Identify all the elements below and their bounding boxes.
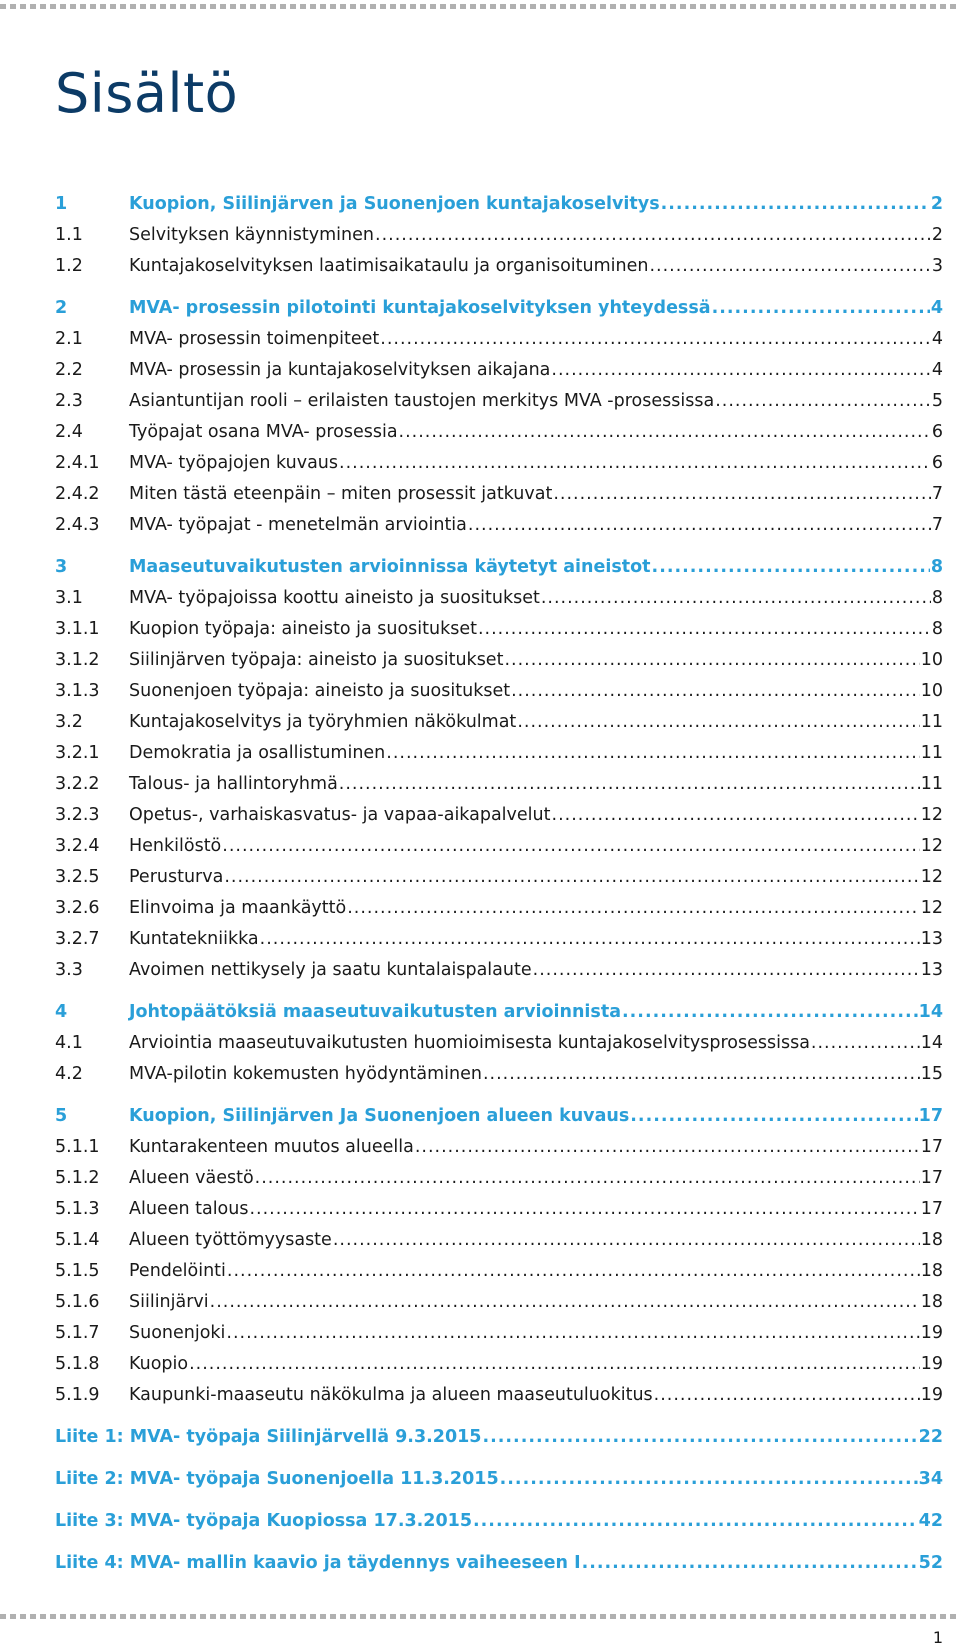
toc-entry-label: MVA-pilotin kokemusten hyödyntäminen — [129, 1064, 482, 1084]
dot-leader — [811, 1033, 920, 1053]
toc-entry-page: 11 — [920, 743, 943, 763]
dot-leader — [415, 1137, 920, 1157]
dot-leader — [347, 898, 920, 918]
toc-entry-label: Työpajat osana MVA- prosessia — [129, 422, 398, 442]
toc-entry-number: 4.1 — [55, 1033, 83, 1053]
toc-entry-page: 8 — [931, 619, 943, 639]
toc-entry-page: 17 — [918, 1106, 943, 1126]
toc-entry-label: MVA- työpajojen kuvaus — [129, 453, 339, 473]
toc-entry-page: 12 — [920, 898, 943, 918]
toc-entry-label: Johtopäätöksiä maaseutuvaikutusten arvioinnista — [129, 1002, 621, 1022]
toc-entry-label: Kuopion, Siilinjärven ja Suonenjoen kuntajakoselvitys — [129, 194, 660, 214]
toc-entry-number: 3.2.3 — [55, 805, 100, 825]
dot-leader — [399, 422, 931, 442]
toc-entry[interactable] — [55, 1354, 943, 1385]
toc-entry-label: MVA- työpajat - menetelmän arviointia — [129, 515, 467, 535]
toc-entry-number: 1.2 — [55, 256, 83, 276]
toc-entry-label: Kuntajakoselvitys ja työryhmien näkökulmat — [129, 712, 517, 732]
toc-entry-label: Siilinjärvi — [129, 1292, 209, 1312]
toc-entry-label: Henkilöstö — [129, 836, 222, 856]
toc-entry-page: 8 — [931, 588, 943, 608]
dot-leader — [622, 1002, 918, 1022]
toc-entry-number: 3.2.4 — [55, 836, 100, 856]
toc-entry-label: Kuopion työpaja: aineisto ja suositukset — [129, 619, 477, 639]
toc-entry[interactable] — [55, 329, 943, 360]
toc-entry-number: 5.1.7 — [55, 1323, 100, 1343]
toc-entry-label: Liite 4: MVA- mallin kaavio ja täydennys vaiheeseen I — [55, 1553, 581, 1573]
toc-entry-page: 18 — [920, 1261, 943, 1281]
toc-entry-number: 3.2.6 — [55, 898, 100, 918]
toc-entry-number: 5.1.8 — [55, 1354, 100, 1374]
toc-entry[interactable] — [55, 1553, 943, 1584]
toc-entry-label: Demokratia ja osallistuminen — [129, 743, 386, 763]
dot-leader — [712, 298, 930, 318]
toc-entry-number: 2.1 — [55, 329, 83, 349]
toc-entry[interactable] — [55, 867, 943, 898]
toc-entry-label: Selvityksen käynnistyminen — [129, 225, 374, 245]
toc-entry[interactable] — [55, 360, 943, 391]
toc-entry-number: 2.4.3 — [55, 515, 100, 535]
toc-entry-page: 19 — [920, 1323, 943, 1343]
toc-entry-page: 18 — [920, 1292, 943, 1312]
toc-entry-number: 3.1.3 — [55, 681, 100, 701]
toc-entry[interactable] — [55, 1064, 943, 1095]
toc-entry[interactable] — [55, 805, 943, 836]
toc-entry-page: 17 — [920, 1199, 943, 1219]
toc-entry-number: 5.1.9 — [55, 1385, 100, 1405]
toc-entry-page: 15 — [920, 1064, 943, 1084]
toc-entry[interactable] — [55, 225, 943, 256]
toc-entry-page: 52 — [918, 1553, 943, 1573]
toc-entry-label: Liite 3: MVA- työpaja Kuopiossa 17.3.2015 — [55, 1511, 472, 1531]
toc-entry[interactable] — [55, 1033, 943, 1064]
dot-leader — [511, 681, 920, 701]
toc-entry-label: MVA- prosessin pilotointi kuntajakoselvityksen yhteydessä — [129, 298, 711, 318]
toc-entry-page: 4 — [930, 298, 943, 318]
toc-entry-page: 12 — [920, 867, 943, 887]
toc-entry-page: 14 — [920, 1033, 943, 1053]
toc-entry-label: MVA- prosessin ja kuntajakoselvityksen aikajana — [129, 360, 551, 380]
dot-leader — [551, 360, 930, 380]
dot-leader — [715, 391, 931, 411]
toc-entry-number: 2.3 — [55, 391, 83, 411]
toc-entry-label: Kuopion, Siilinjärven Ja Suonenjoen alueen kuvaus — [129, 1106, 630, 1126]
toc-entry[interactable] — [55, 588, 943, 619]
dot-leader — [222, 836, 919, 856]
toc-entry-page: 17 — [920, 1137, 943, 1157]
dot-leader — [386, 743, 919, 763]
toc-entry-number: 3 — [55, 557, 68, 577]
toc-entry-number: 3.2.5 — [55, 867, 100, 887]
dot-leader — [630, 1106, 917, 1126]
toc-entry-number: 2.4.2 — [55, 484, 100, 504]
toc-entry-page: 4 — [931, 360, 943, 380]
toc-entry-number: 5.1.5 — [55, 1261, 100, 1281]
toc-entry[interactable] — [55, 422, 943, 453]
toc-entry-page: 14 — [918, 1002, 943, 1022]
toc-entry-number: 3.2 — [55, 712, 83, 732]
toc-entry[interactable] — [55, 774, 943, 805]
dot-leader — [482, 1427, 917, 1447]
toc-entry-page: 10 — [920, 650, 943, 670]
dot-leader — [333, 1230, 920, 1250]
toc-entry-page: 13 — [920, 929, 943, 949]
toc-entry-page: 11 — [920, 712, 943, 732]
toc-entry[interactable] — [55, 1137, 943, 1168]
toc-entry-label: MVA- työpajoissa koottu aineisto ja suositukset — [129, 588, 540, 608]
toc-entry-label: Alueen väestö — [129, 1168, 254, 1188]
toc-entry-number: 5 — [55, 1106, 68, 1126]
toc-entry[interactable] — [55, 1199, 943, 1230]
toc-entry[interactable] — [55, 681, 943, 712]
toc-entry-page: 5 — [931, 391, 943, 411]
toc-entry-page: 13 — [920, 960, 943, 980]
dot-leader — [654, 1385, 920, 1405]
toc-entry[interactable] — [55, 256, 943, 287]
dot-leader — [339, 774, 920, 794]
toc-entry-label: Perusturva — [129, 867, 224, 887]
toc-entry[interactable] — [55, 1385, 943, 1416]
toc-entry[interactable] — [55, 1511, 943, 1542]
toc-entry-number: 3.1 — [55, 588, 83, 608]
toc-entry-number: 2.4 — [55, 422, 83, 442]
top-dotted-rule — [0, 4, 960, 9]
dot-leader — [468, 515, 931, 535]
toc-entry-number: 3.2.1 — [55, 743, 100, 763]
toc-entry-label: Suonenjoki — [129, 1323, 226, 1343]
toc-entry-number: 3.3 — [55, 960, 83, 980]
toc-entry[interactable] — [55, 1427, 943, 1458]
toc-entry[interactable] — [55, 557, 943, 588]
dot-leader — [552, 805, 920, 825]
page-title: Sisältö — [55, 62, 239, 125]
toc-entry-page: 17 — [920, 1168, 943, 1188]
dot-leader — [478, 619, 931, 639]
toc-entry[interactable] — [55, 1230, 943, 1261]
toc-entry-label: Arviointia maaseutuvaikutusten huomioimisesta kuntajakoselvitysprosessissa — [129, 1033, 810, 1053]
dot-leader — [652, 557, 930, 577]
toc-entry-label: Liite 2: MVA- työpaja Suonenjoella 11.3.2015 — [55, 1469, 499, 1489]
toc-entry-page: 11 — [920, 774, 943, 794]
toc-entry[interactable] — [55, 1261, 943, 1292]
toc-entry[interactable] — [55, 298, 943, 329]
toc-entry-page: 2 — [930, 194, 943, 214]
dot-leader — [661, 194, 930, 214]
toc-entry[interactable] — [55, 515, 943, 546]
toc-entry-number: 3.1.1 — [55, 619, 100, 639]
toc-entry-label: Alueen talous — [129, 1199, 249, 1219]
dot-leader — [227, 1261, 920, 1281]
dot-leader — [375, 225, 931, 245]
table-of-contents — [55, 194, 943, 1584]
toc-entry-number: 5.1.1 — [55, 1137, 100, 1157]
dot-leader — [226, 1323, 919, 1343]
dot-leader — [339, 453, 931, 473]
toc-entry-page: 12 — [920, 805, 943, 825]
toc-entry-page: 42 — [918, 1511, 943, 1531]
dot-leader — [500, 1469, 918, 1489]
toc-entry[interactable] — [55, 1168, 943, 1199]
toc-entry-page: 6 — [931, 453, 943, 473]
toc-entry-label: Talous- ja hallintoryhmä — [129, 774, 338, 794]
toc-entry-label: Kuntajakoselvityksen laatimisaikataulu ja organisoituminen — [129, 256, 649, 276]
toc-entry-label: Kuntatekniikka — [129, 929, 259, 949]
toc-entry[interactable] — [55, 1292, 943, 1323]
toc-entry-number: 5.1.6 — [55, 1292, 100, 1312]
dot-leader — [473, 1511, 918, 1531]
toc-entry[interactable] — [55, 1323, 943, 1354]
toc-entry-label: Kuntarakenteen muutos alueella — [129, 1137, 414, 1157]
toc-entry[interactable] — [55, 484, 943, 515]
toc-entry[interactable] — [55, 194, 943, 225]
dot-leader — [255, 1168, 920, 1188]
toc-entry[interactable] — [55, 743, 943, 774]
toc-entry-page: 6 — [931, 422, 943, 442]
toc-entry-page: 2 — [931, 225, 943, 245]
toc-entry-number: 2 — [55, 298, 68, 318]
toc-entry-number: 4 — [55, 1002, 68, 1022]
toc-entry-number: 4.2 — [55, 1064, 83, 1084]
toc-entry-page: 8 — [930, 557, 943, 577]
page-number: 1 — [932, 1628, 943, 1647]
toc-entry-number: 5.1.3 — [55, 1199, 100, 1219]
toc-entry[interactable] — [55, 1106, 943, 1137]
toc-entry-number: 2.2 — [55, 360, 83, 380]
toc-entry[interactable] — [55, 836, 943, 867]
toc-entry-page: 3 — [931, 256, 943, 276]
dot-leader — [249, 1199, 919, 1219]
dot-leader — [533, 960, 920, 980]
toc-entry-label: Opetus-, varhaiskasvatus- ja vapaa-aikapalvelut — [129, 805, 551, 825]
toc-entry-number: 1 — [55, 194, 68, 214]
dot-leader — [224, 867, 919, 887]
toc-entry-page: 22 — [918, 1427, 943, 1447]
toc-entry-label: Miten tästä eteenpäin – miten prosessit jatkuvat — [129, 484, 553, 504]
toc-entry[interactable] — [55, 391, 943, 422]
toc-entry[interactable] — [55, 453, 943, 484]
dot-leader — [553, 484, 931, 504]
toc-entry-number: 5.1.4 — [55, 1230, 100, 1250]
toc-entry-label: Liite 1: MVA- työpaja Siilinjärvellä 9.3.2015 — [55, 1427, 482, 1447]
toc-entry-number: 2.4.1 — [55, 453, 100, 473]
dot-leader — [541, 588, 931, 608]
toc-entry-number: 3.2.7 — [55, 929, 100, 949]
toc-entry-page: 34 — [918, 1469, 943, 1489]
toc-entry[interactable] — [55, 619, 943, 650]
toc-entry-label: MVA- prosessin toimenpiteet — [129, 329, 380, 349]
toc-entry-label: Siilinjärven työpaja: aineisto ja suositukset — [129, 650, 504, 670]
toc-entry-page: 4 — [931, 329, 943, 349]
toc-entry-page: 19 — [920, 1354, 943, 1374]
toc-entry-label: Maaseutuvaikutusten arvioinnissa käytetyt aineistot — [129, 557, 651, 577]
dot-leader — [260, 929, 920, 949]
toc-entry[interactable] — [55, 960, 943, 991]
dot-leader — [380, 329, 931, 349]
toc-entry[interactable] — [55, 650, 943, 681]
toc-entry[interactable] — [55, 1469, 943, 1500]
toc-entry-label: Pendelöinti — [129, 1261, 226, 1281]
toc-entry-label: Kuopio — [129, 1354, 189, 1374]
toc-entry-number: 1.1 — [55, 225, 83, 245]
toc-entry-label: Avoimen nettikysely ja saatu kuntalaispalaute — [129, 960, 532, 980]
bottom-dotted-rule — [0, 1614, 960, 1619]
dot-leader — [483, 1064, 920, 1084]
toc-entry-label: Kaupunki-maaseutu näkökulma ja alueen maaseutuluokitus — [129, 1385, 653, 1405]
toc-entry-label: Elinvoima ja maankäyttö — [129, 898, 347, 918]
toc-entry[interactable] — [55, 1002, 943, 1033]
toc-entry-number: 3.1.2 — [55, 650, 100, 670]
toc-entry-number: 5.1.2 — [55, 1168, 100, 1188]
dot-leader — [582, 1553, 918, 1573]
toc-entry-page: 7 — [931, 515, 943, 535]
dot-leader — [649, 256, 930, 276]
toc-entry-page: 7 — [931, 484, 943, 504]
dot-leader — [189, 1354, 920, 1374]
toc-entry-number: 3.2.2 — [55, 774, 100, 794]
dot-leader — [517, 712, 919, 732]
toc-entry-page: 18 — [920, 1230, 943, 1250]
toc-entry[interactable] — [55, 712, 943, 743]
toc-entry[interactable] — [55, 898, 943, 929]
dot-leader — [504, 650, 919, 670]
dot-leader — [210, 1292, 920, 1312]
toc-entry-page: 12 — [920, 836, 943, 856]
toc-entry-label: Asiantuntijan rooli – erilaisten taustojen merkitys MVA -prosessissa — [129, 391, 715, 411]
toc-entry-page: 10 — [920, 681, 943, 701]
toc-entry-page: 19 — [920, 1385, 943, 1405]
toc-entry[interactable] — [55, 929, 943, 960]
toc-entry-label: Alueen työttömyysaste — [129, 1230, 332, 1250]
toc-entry-label: Suonenjoen työpaja: aineisto ja suositukset — [129, 681, 511, 701]
